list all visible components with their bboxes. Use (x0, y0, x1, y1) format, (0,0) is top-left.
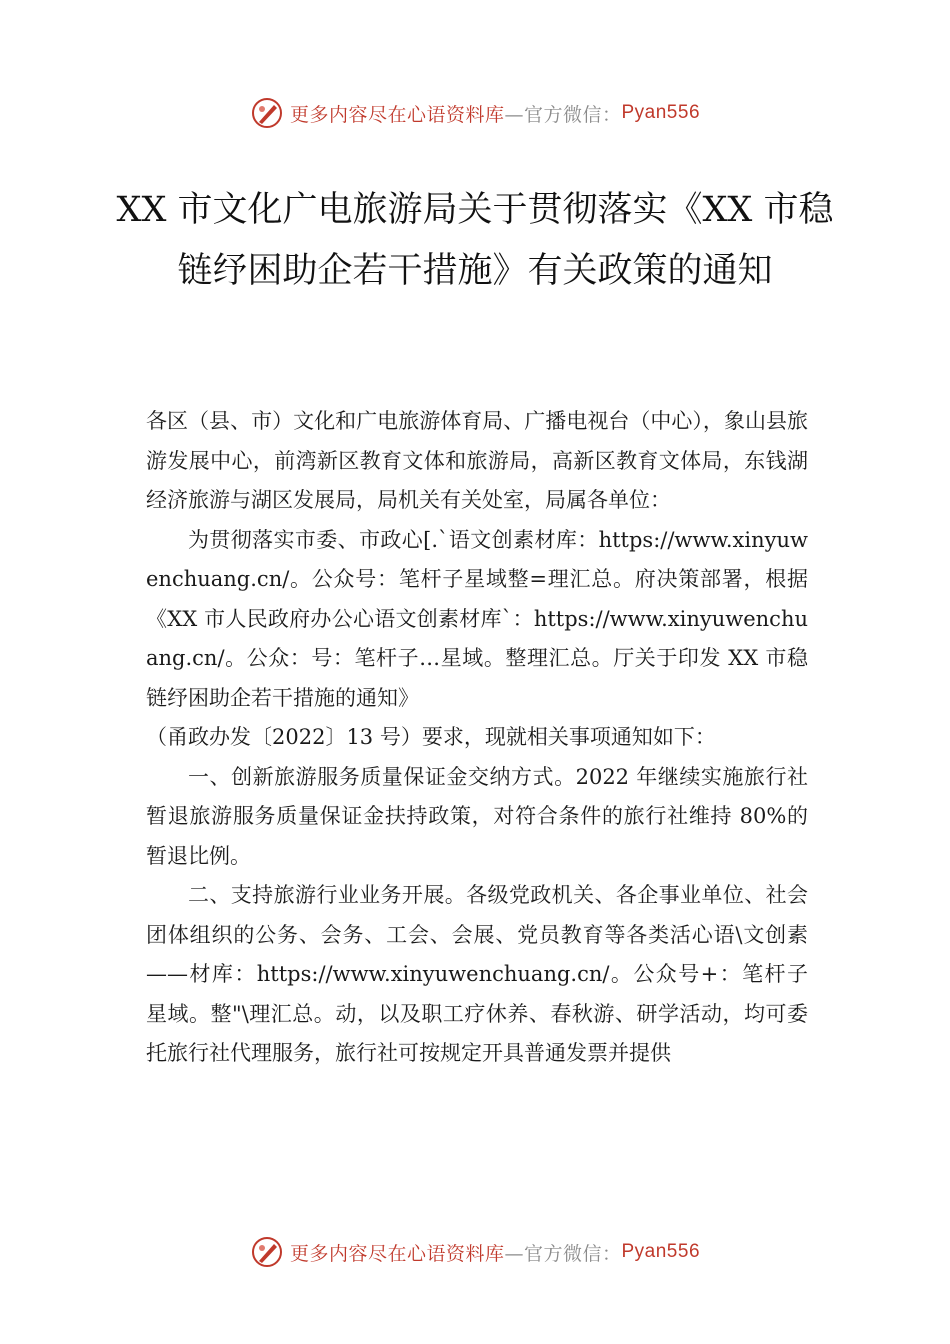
watermark-separator: —官方微信： (504, 103, 622, 126)
watermark-separator: —官方微信： (504, 1242, 622, 1265)
document-body (146, 402, 808, 1074)
watermark-footer (0, 1235, 950, 1269)
document-title: XX 市文化广电旅游局关于贯彻落实《XX 市稳链纾困助企若干措施》有关政策的通知 (116, 190, 834, 291)
pen-logo-icon (250, 96, 284, 130)
watermark-label: 更多内容尽在心语资料库 (289, 103, 505, 126)
body-paragraph: 一、创新旅游服务质量保证金交纳方式。2022 年继续实施旅行社暂退旅游服务质量保证金扶持政策，对符合条件的旅行社维持 80%的暂退比例。 (146, 764, 808, 868)
watermark-wechat-id: Pyan556 (621, 1241, 701, 1262)
body-paragraph: 二、支持旅游行业业务开展。各级党政机关、各企事业单位、社会团体组织的公务、会务、工会、会展、党员教育等各类活心语\文创素——材库：https://www.xinyuwenchuang.cn/。公众号+：笔杆子星域。整"\理汇总。动，以及职工疗休养、春秋游、研学活动，均可委托旅行社代理服务，旅行社可按规定开具普通发票并提供 (146, 883, 808, 1065)
recipient-paragraph: 各区（县、市）文化和广电旅游体育局、广播电视台（中心），象山县旅游发展中心，前湾新区教育文体和旅游局，高新区教育文体局，东钱湖经济旅游与湖区发展局，局机关有关处室，局属各单位： (146, 409, 808, 512)
watermark-wechat-id: Pyan556 (621, 102, 701, 123)
body-paragraph: 为贯彻落实市委、市政心[.`语文创素材库：https://www.xinyuwenchuang.cn/。公众号：笔杆子星域整=理汇总。府决策部署，根据《XX 市人民政府办公心语文创素材库`：https://www.xinyuwenchuang.cn/。公众：号：笔杆子…星域。整理汇总。厅关于印发 XX 市稳链纾困助企若干措施的通知》 (146, 527, 808, 710)
watermark-label: 更多内容尽在心语资料库 (289, 1242, 505, 1265)
watermark-header (0, 96, 950, 130)
pen-logo-icon (250, 1235, 284, 1269)
body-paragraph: （甬政办发〔2022〕13 号）要求，现就相关事项通知如下： (146, 725, 716, 749)
